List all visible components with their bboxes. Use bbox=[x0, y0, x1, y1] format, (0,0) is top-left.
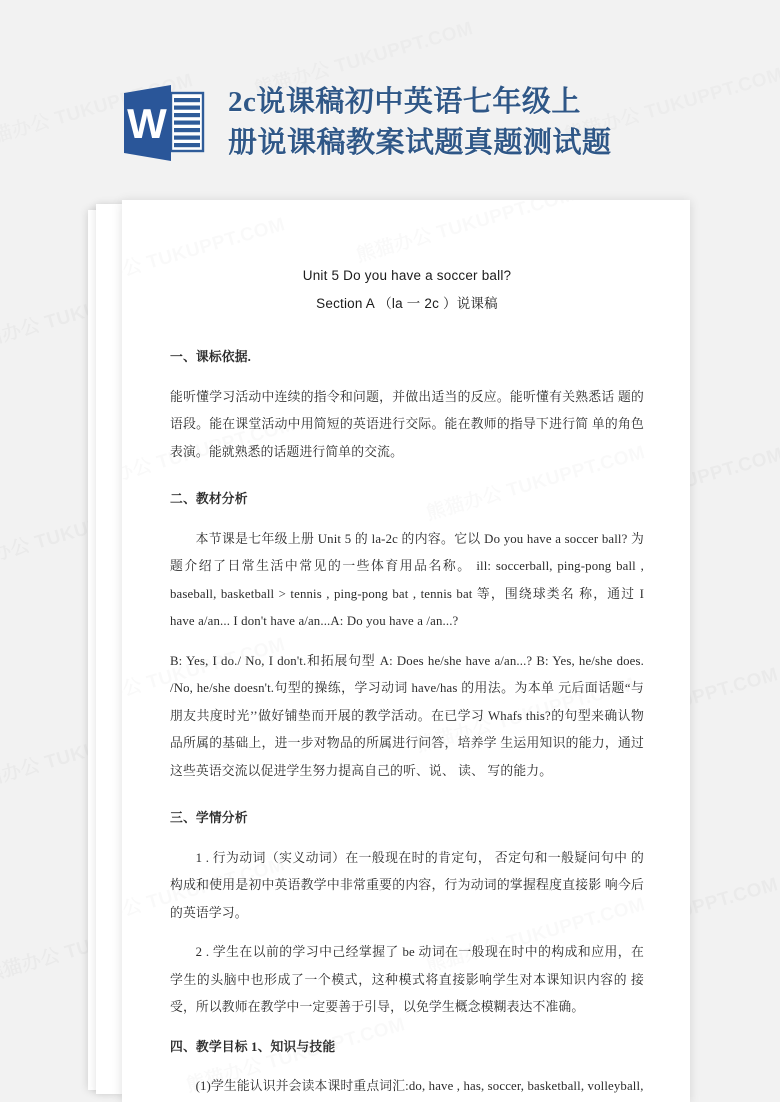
section-paragraph: 本节课是七年级上册 Unit 5 的 la-2c 的内容。它以 Do you have a soccer ball? 为题介绍了日常生活中常见的一些体育用品名称。 ill: soccerball, ping-pong ball , baseball, basketball > tennis , ping-pong bat , tennis bat 等，围绕球类名 称，通过 I have a/an... I don't have a/an...A: Do you have a /an...? bbox=[170, 531, 644, 628]
section-heading: 三、学情分析 bbox=[170, 811, 248, 825]
section-paragraph: 1 . 行为动词（实义动词）在一般现在时的肯定句， 否定句和一般疑问句中 的构成和使用是初中英语教学中非常重要的内容，行为动词的掌握程度直接影 响今后的英语学习。 bbox=[170, 850, 644, 920]
document-body bbox=[122, 200, 690, 1102]
section-paragraph: (1)学生能认识并会读本课时重点词汇:do, have , has, soccer, basketball, volleyball, bbox=[195, 1079, 644, 1093]
document-page-stack bbox=[88, 196, 692, 1102]
page-title bbox=[228, 82, 612, 164]
document-page[interactable] bbox=[122, 200, 690, 1102]
section-heading: 一、课标依据. bbox=[170, 350, 252, 364]
page-title-line-1: 2c说课稿初中英语七年级上 bbox=[228, 86, 581, 118]
section-paragraph: B: Yes, I do./ No, I don't.和拓展句型 A: Does he/she have a/an...? B: Yes, he/she does. /No, he/she doesn't.句型的操练，学习动词 have/has 的用法。为本单 元后面话题“与朋友共度时光’’做好铺垫而开展的教学活动。在已学习 Whafs this?的句型来确认物品所属的基础上，进一步对物品的所属进行问答，培养学 生运用知识的能力，通过这些英语交流以促进学生努力提高自己的听、说、 读、 写的能力。 bbox=[170, 653, 644, 778]
svg-text:W: W bbox=[127, 100, 167, 147]
section-heading: 二、教材分析 bbox=[170, 492, 248, 506]
section-paragraph: 能听懂学习活动中连续的指令和问题，并做出适当的反应。能听懂有关熟悉话 题的语段。能在课堂活动中用简短的英语进行交际。能在教师的指导下进行简 单的角色表演。能就熟悉的话题进行简单的交流。 bbox=[170, 389, 644, 459]
section-paragraph: 2 . 学生在以前的学习中己经掌握了 be 动词在一般现在时中的构成和应用，在学生的头脑中也形成了一个模式，这种模式将直接影响学生对本课知识内容的 接受，所以教师在教学中一定要善于引导，以免学生概念模糊表达不准确。 bbox=[170, 945, 644, 1014]
doc-title-line-2: Section A （la 一 2c ）说课稿 bbox=[316, 296, 498, 311]
section-heading: 四、教学目标 1、知识与技能 bbox=[170, 1039, 336, 1054]
word-document-icon bbox=[108, 71, 212, 175]
document-header bbox=[0, 58, 780, 188]
doc-title-line-1: Unit 5 Do you have a soccer ball? bbox=[302, 268, 512, 283]
page-title-line-2: 册说课稿教案试题真题测试题 bbox=[228, 127, 612, 159]
